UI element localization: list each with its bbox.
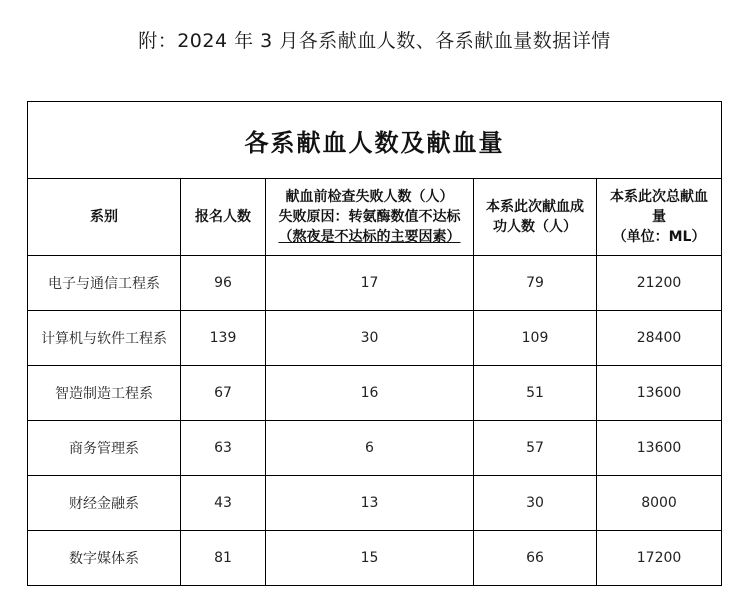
cell-dept: 财经金融系 xyxy=(28,476,181,531)
cell-registered: 43 xyxy=(181,476,266,531)
cell-success: 51 xyxy=(474,366,597,421)
table-title: 各系献血人数及献血量 xyxy=(28,102,722,179)
cell-dept: 计算机与软件工程系 xyxy=(28,311,181,366)
header-volume-line1: 本系此次总献血 xyxy=(610,189,709,205)
cell-dept: 智造制造工程系 xyxy=(28,366,181,421)
cell-failed: 13 xyxy=(266,476,474,531)
cell-registered: 63 xyxy=(181,421,266,476)
cell-registered: 81 xyxy=(181,531,266,586)
cell-volume: 28400 xyxy=(597,311,722,366)
table-row xyxy=(28,256,722,311)
cell-volume: 8000 xyxy=(597,476,722,531)
table-row xyxy=(28,476,722,531)
header-failed xyxy=(266,179,474,256)
cell-success: 57 xyxy=(474,421,597,476)
header-failed-line2: 失败原因：转氨酶数值不达标 xyxy=(278,209,461,225)
header-failed-line1: 献血前检查失败人数（人） xyxy=(285,189,454,205)
cell-dept: 数字媒体系 xyxy=(28,531,181,586)
header-registered: 报名人数 xyxy=(181,179,266,256)
cell-dept: 电子与通信工程系 xyxy=(28,256,181,311)
cell-volume: 21200 xyxy=(597,256,722,311)
header-success-line1: 本系此次献血成 xyxy=(486,199,584,215)
table-row xyxy=(28,311,722,366)
table-header-row xyxy=(28,179,722,256)
cell-volume: 13600 xyxy=(597,421,722,476)
header-volume xyxy=(597,179,722,256)
cell-registered: 139 xyxy=(181,311,266,366)
cell-registered: 96 xyxy=(181,256,266,311)
cell-failed: 16 xyxy=(266,366,474,421)
cell-success: 66 xyxy=(474,531,597,586)
cell-volume: 17200 xyxy=(597,531,722,586)
header-volume-line2: 量 xyxy=(652,209,667,225)
cell-dept: 商务管理系 xyxy=(28,421,181,476)
cell-failed: 6 xyxy=(266,421,474,476)
document-heading: 附：2024 年 3 月各系献血人数、各系献血量数据详情 xyxy=(138,30,611,52)
cell-failed: 30 xyxy=(266,311,474,366)
table-row xyxy=(28,366,722,421)
header-success-line2: 功人数（人） xyxy=(493,219,577,235)
header-volume-line3: （单位：ML） xyxy=(612,229,706,245)
cell-registered: 67 xyxy=(181,366,266,421)
table-row xyxy=(28,531,722,586)
cell-success: 109 xyxy=(474,311,597,366)
cell-success: 30 xyxy=(474,476,597,531)
cell-failed: 15 xyxy=(266,531,474,586)
header-dept: 系别 xyxy=(28,179,181,256)
cell-volume: 13600 xyxy=(597,366,722,421)
donation-table xyxy=(27,101,722,586)
header-failed-line3: （熬夜是不达标的主要因素） xyxy=(278,229,461,245)
cell-failed: 17 xyxy=(266,256,474,311)
header-success xyxy=(474,179,597,256)
table-row xyxy=(28,421,722,476)
cell-success: 79 xyxy=(474,256,597,311)
